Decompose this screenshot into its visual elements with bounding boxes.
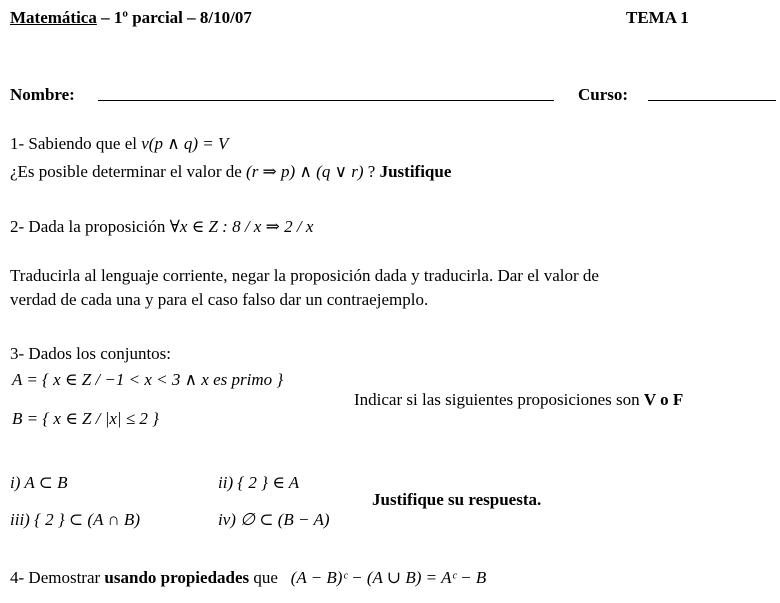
question-2-paragraph-line-1: Traducirla al lenguaje corriente, negar la proposición dada y traducirla. Dar el valor de: [10, 266, 599, 285]
question-1-text: 1- Sabiendo que el: [10, 134, 142, 153]
question-3-instruction: [354, 390, 683, 410]
question-3-instruction-text: Indicar si las siguientes proposiciones son: [354, 390, 644, 409]
question-4-text: 4- Demostrar: [10, 568, 105, 587]
question-1-expression: (r ⇒ p) ∧ (q ∨ r): [246, 162, 364, 181]
subject-title: Matemática: [10, 8, 97, 27]
question-1-prompt: ¿Es posible determinar el valor de: [10, 162, 247, 181]
curso-label: Curso:: [578, 85, 629, 104]
question-4-text-2: que: [249, 568, 283, 587]
set-b-definition: B = { x ∈ Z / |x| ≤ 2 }: [12, 409, 159, 428]
question-1-justify: Justifique: [379, 162, 452, 181]
nombre-label: Nombre:: [10, 85, 75, 104]
tema-label: TEMA 1: [626, 8, 689, 27]
question-2-line-1: [10, 217, 313, 237]
question-3-justify: Justifique su respuesta.: [372, 490, 542, 509]
question-1-mark: ?: [363, 162, 380, 181]
question-1-formula: v(p ∧ q) = V: [141, 134, 229, 153]
question-2-paragraph-line-2: verdad de cada una y para el caso falso dar un contraejemplo.: [10, 290, 429, 309]
question-4: [10, 568, 486, 588]
question-1-line-2: [10, 162, 451, 182]
question-3-instruction-vf: V o F: [643, 390, 684, 409]
exam-info: – 1º parcial – 8/10/07: [96, 8, 252, 27]
nombre-blank-line: [98, 100, 554, 101]
item-iv: iv) ∅ ⊂ (B − A): [218, 510, 330, 529]
question-4-formula: (A − B)ᶜ − (A ∪ B) = Aᶜ − B: [290, 568, 487, 587]
exam-header: [10, 8, 252, 28]
set-a-definition: A = { x ∈ Z / −1 < x < 3 ∧ x es primo }: [12, 370, 284, 389]
item-ii: ii) { 2 } ∈ A: [218, 473, 300, 492]
question-2-formula: ∀x ∈ Z : 8 / x ⇒ 2 / x: [169, 217, 314, 236]
question-4-bold: usando propiedades: [104, 568, 250, 587]
question-1-line-1: [10, 134, 228, 154]
question-3-intro: 3- Dados los conjuntos:: [10, 344, 172, 363]
curso-blank-line: [648, 100, 776, 101]
item-i: i) A ⊂ B: [10, 473, 68, 492]
question-2-text: 2- Dada la proposición: [10, 217, 170, 236]
item-iii: iii) { 2 } ⊂ (A ∩ B): [10, 510, 140, 529]
